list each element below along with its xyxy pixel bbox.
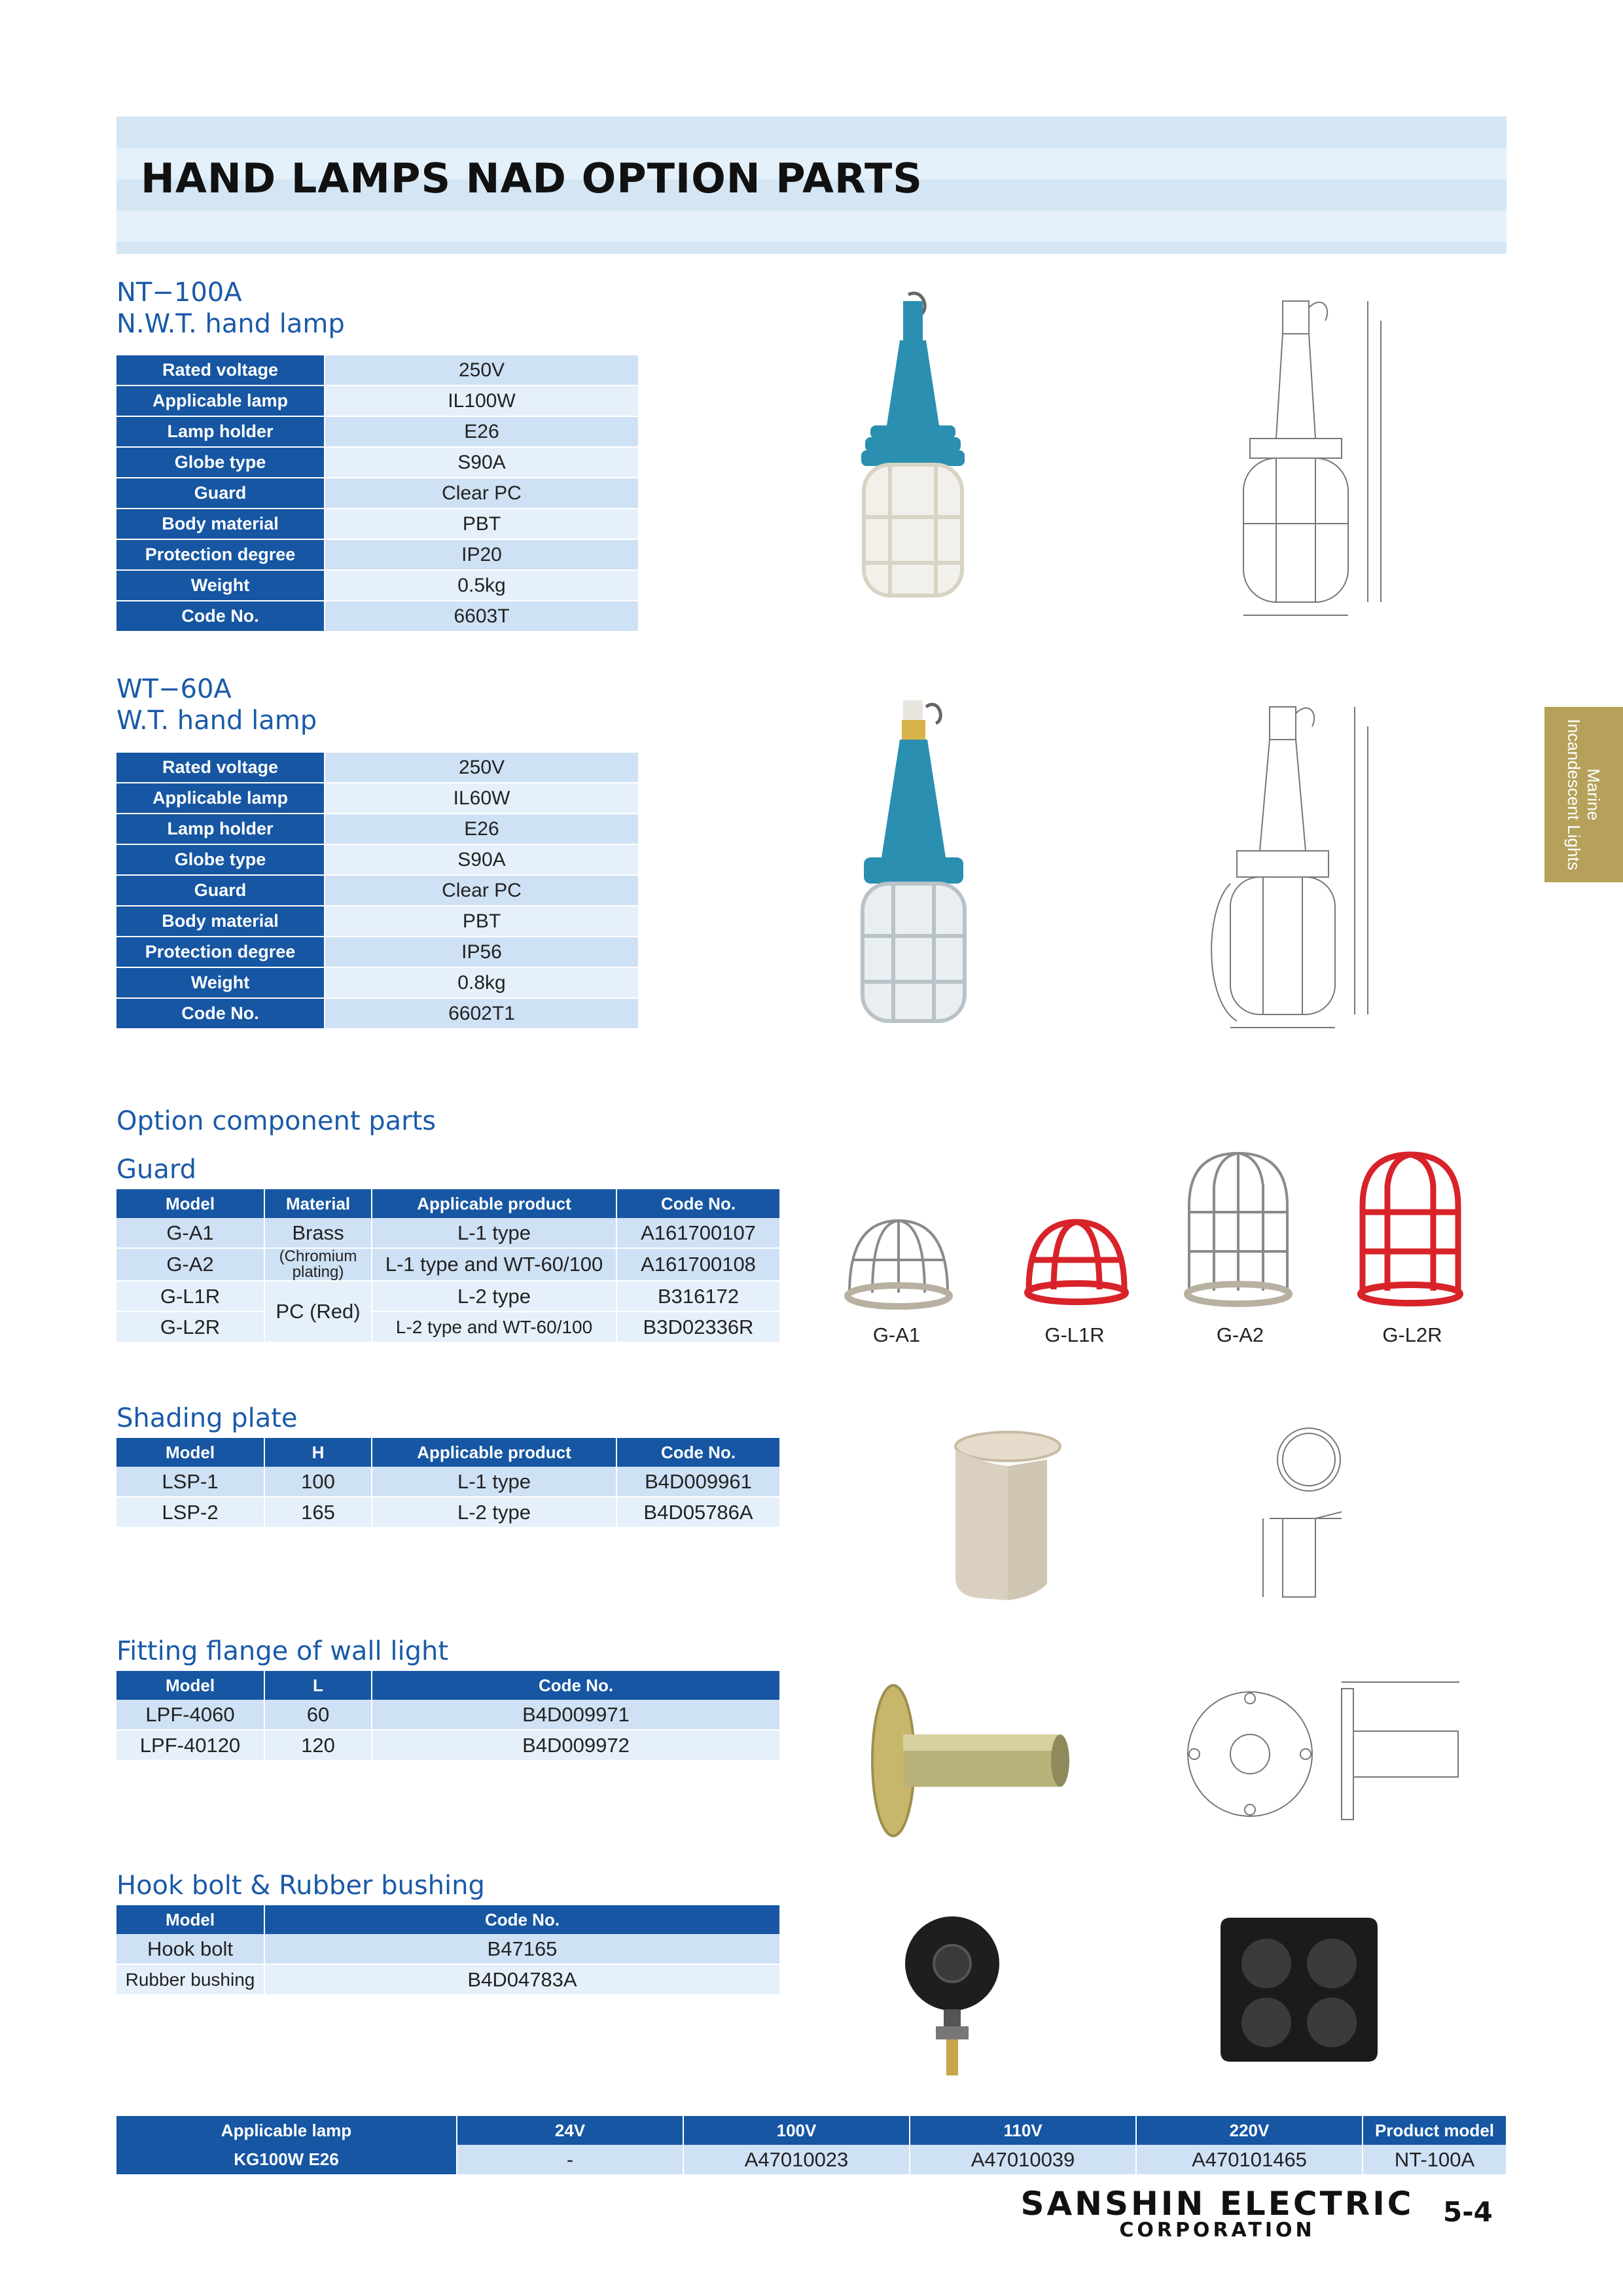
guard-model: G-A1 bbox=[116, 1218, 264, 1248]
table-row bbox=[116, 1312, 780, 1342]
table-row bbox=[116, 1730, 780, 1761]
hook-code: B47165 bbox=[264, 1934, 780, 1964]
guard-label-g-a1: G-A1 bbox=[872, 1323, 921, 1346]
spec-row bbox=[116, 478, 639, 509]
brand-sub: CORPORATION bbox=[1119, 2219, 1315, 2242]
brand-name: SANSHIN ELECTRIC bbox=[1020, 2185, 1414, 2223]
spec-value: Clear PC bbox=[325, 478, 639, 509]
hook-bolt-image bbox=[897, 1911, 1008, 2081]
shading-h: 100 bbox=[264, 1467, 372, 1497]
lamp-table-header: 24V bbox=[457, 2116, 683, 2145]
side-tab-text bbox=[1564, 719, 1603, 870]
spec-label: Guard bbox=[116, 875, 325, 906]
spec-label: Applicable lamp bbox=[116, 386, 325, 416]
shading-plate-image bbox=[942, 1427, 1073, 1610]
guard-model: G-L1R bbox=[116, 1281, 264, 1312]
spec-row bbox=[116, 814, 639, 844]
spec-row bbox=[116, 875, 639, 906]
lamp1-drawing bbox=[1217, 281, 1400, 628]
spec-value: 250V bbox=[325, 355, 639, 386]
flange-model: LPF-40120 bbox=[116, 1730, 264, 1761]
section-side-tab bbox=[1544, 707, 1623, 882]
spec-value: E26 bbox=[325, 416, 639, 447]
spec-label: Rated voltage bbox=[116, 355, 325, 386]
spec-value: 0.8kg bbox=[325, 967, 639, 998]
spec-row bbox=[116, 998, 639, 1029]
shading-title: Shading plate bbox=[116, 1403, 298, 1433]
lamp2-model: WT−60A bbox=[116, 674, 232, 704]
lamp2-name: W.T. hand lamp bbox=[116, 706, 317, 736]
guard-label-g-l1r: G-L1R bbox=[1044, 1323, 1105, 1346]
lamp-table-header: Product model bbox=[1363, 2116, 1507, 2145]
table-row bbox=[116, 1934, 780, 1964]
spec-row bbox=[116, 355, 639, 386]
spec-row bbox=[116, 447, 639, 478]
shading-product: L-1 type bbox=[372, 1467, 616, 1497]
table-row bbox=[116, 1281, 780, 1312]
guard-g-a1-image bbox=[843, 1214, 954, 1312]
spec-row bbox=[116, 783, 639, 814]
hook-title: Hook bolt & Rubber bushing bbox=[116, 1871, 485, 1901]
lamp-table-cell: NT-100A bbox=[1363, 2145, 1507, 2175]
flange-l: 60 bbox=[264, 1700, 372, 1730]
guard-material-pc: PC (Red) bbox=[264, 1281, 372, 1342]
guard-product: L-2 type and WT-60/100 bbox=[372, 1312, 616, 1342]
shading-code: B4D05786A bbox=[616, 1497, 780, 1528]
flange-header-model: Model bbox=[116, 1671, 264, 1700]
lamp1-model: NT−100A bbox=[116, 278, 242, 308]
spec-label: Weight bbox=[116, 570, 325, 601]
shading-plate-drawing bbox=[1243, 1420, 1374, 1610]
spec-label: Weight bbox=[116, 967, 325, 998]
guard-header-model: Model bbox=[116, 1189, 264, 1218]
shading-header-code: Code No. bbox=[616, 1438, 780, 1467]
spec-value: 250V bbox=[325, 753, 639, 783]
shading-code: B4D009961 bbox=[616, 1467, 780, 1497]
spec-label: Rated voltage bbox=[116, 753, 325, 783]
spec-label: Body material bbox=[116, 906, 325, 937]
spec-row bbox=[116, 753, 639, 783]
spec-label: Code No. bbox=[116, 998, 325, 1029]
lamp-table-header: Applicable lamp bbox=[116, 2116, 457, 2145]
shading-header-product: Applicable product bbox=[372, 1438, 616, 1467]
hook-code: B4D04783A bbox=[264, 1964, 780, 1995]
spec-value: PBT bbox=[325, 906, 639, 937]
guard-table bbox=[116, 1189, 781, 1343]
shading-model: LSP-2 bbox=[116, 1497, 264, 1528]
hook-header-code: Code No. bbox=[264, 1905, 780, 1934]
flange-code: B4D009972 bbox=[372, 1730, 780, 1761]
flange-drawing bbox=[1178, 1669, 1466, 1839]
lamp-table-cell: A470101465 bbox=[1136, 2145, 1363, 2175]
shading-model: LSP-1 bbox=[116, 1467, 264, 1497]
lamp-table-cell: - bbox=[457, 2145, 683, 2175]
guard-code: A161700108 bbox=[616, 1248, 780, 1281]
lamp1-photo bbox=[825, 288, 995, 628]
spec-value: IL100W bbox=[325, 386, 639, 416]
shading-header-model: Model bbox=[116, 1438, 264, 1467]
shading-product: L-2 type bbox=[372, 1497, 616, 1528]
guard-header-code: Code No. bbox=[616, 1189, 780, 1218]
spec-row bbox=[116, 906, 639, 937]
spec-label: Lamp holder bbox=[116, 814, 325, 844]
spec-row bbox=[116, 386, 639, 416]
page-title: HAND LAMPS NAD OPTION PARTS bbox=[141, 154, 923, 202]
hook-header-model: Model bbox=[116, 1905, 264, 1934]
flange-header-l: L bbox=[264, 1671, 372, 1700]
table-row bbox=[116, 2145, 1507, 2175]
spec-value: IP56 bbox=[325, 937, 639, 967]
table-row bbox=[116, 1248, 780, 1281]
spec-row bbox=[116, 570, 639, 601]
flange-table bbox=[116, 1671, 781, 1761]
shading-h: 165 bbox=[264, 1497, 372, 1528]
shading-header-h: H bbox=[264, 1438, 372, 1467]
spec-row bbox=[116, 601, 639, 632]
spec-label: Lamp holder bbox=[116, 416, 325, 447]
lamp-table-header: 110V bbox=[910, 2116, 1136, 2145]
rubber-bushing-image bbox=[1211, 1905, 1387, 2068]
spec-row bbox=[116, 967, 639, 998]
applicable-lamp-table bbox=[116, 2116, 1507, 2176]
spec-value: S90A bbox=[325, 844, 639, 875]
flange-code: B4D009971 bbox=[372, 1700, 780, 1730]
guard-title: Guard bbox=[116, 1155, 196, 1185]
guard-header-product: Applicable product bbox=[372, 1189, 616, 1218]
guard-code: B3D02336R bbox=[616, 1312, 780, 1342]
lamp2-drawing bbox=[1198, 687, 1394, 1041]
spec-row bbox=[116, 416, 639, 447]
page-number: 5-4 bbox=[1443, 2196, 1493, 2228]
spec-value: Clear PC bbox=[325, 875, 639, 906]
spec-row bbox=[116, 844, 639, 875]
guard-model: G-L2R bbox=[116, 1312, 264, 1342]
hook-model: Hook bolt bbox=[116, 1934, 264, 1964]
spec-row bbox=[116, 937, 639, 967]
flange-title: Fitting flange of wall light bbox=[116, 1636, 449, 1666]
lamp1-name: N.W.T. hand lamp bbox=[116, 309, 345, 339]
hook-model: Rubber bushing bbox=[116, 1964, 264, 1995]
lamp-table-cell: A47010039 bbox=[910, 2145, 1136, 2175]
guard-product: L-1 type bbox=[372, 1218, 616, 1248]
lamp-table-cell: KG100W E26 bbox=[116, 2145, 457, 2175]
guard-g-a2-image bbox=[1181, 1147, 1296, 1310]
lamp2-photo bbox=[831, 694, 988, 1034]
lamp1-spec-table bbox=[116, 355, 639, 632]
lamp2-spec-table bbox=[116, 753, 639, 1030]
shading-table bbox=[116, 1438, 781, 1528]
guard-code: B316172 bbox=[616, 1281, 780, 1312]
guard-label-g-l2r: G-L2R bbox=[1382, 1323, 1442, 1346]
spec-row bbox=[116, 539, 639, 570]
guard-g-l1r-image bbox=[1021, 1214, 1132, 1312]
table-row bbox=[116, 1700, 780, 1730]
guard-material-brass: Brass bbox=[264, 1218, 372, 1248]
flange-header-code: Code No. bbox=[372, 1671, 780, 1700]
spec-label: Code No. bbox=[116, 601, 325, 632]
table-row bbox=[116, 1964, 780, 1995]
guard-label-g-a2: G-A2 bbox=[1216, 1323, 1264, 1346]
spec-label: Guard bbox=[116, 478, 325, 509]
spec-label: Protection degree bbox=[116, 937, 325, 967]
spec-value: IP20 bbox=[325, 539, 639, 570]
hook-table bbox=[116, 1905, 781, 1996]
spec-label: Body material bbox=[116, 509, 325, 539]
spec-value: 6602T1 bbox=[325, 998, 639, 1029]
guard-product: L-1 type and WT-60/100 bbox=[372, 1248, 616, 1281]
side-tab-line2: Incandescent Lights bbox=[1564, 719, 1584, 870]
guard-code: A161700107 bbox=[616, 1218, 780, 1248]
lamp-table-header: 100V bbox=[683, 2116, 910, 2145]
spec-value: E26 bbox=[325, 814, 639, 844]
flange-model: LPF-4060 bbox=[116, 1700, 264, 1730]
guard-model: G-A2 bbox=[116, 1248, 264, 1281]
spec-value: 0.5kg bbox=[325, 570, 639, 601]
flange-image bbox=[864, 1676, 1080, 1846]
side-tab-line1: Marine bbox=[1584, 768, 1603, 821]
spec-value: PBT bbox=[325, 509, 639, 539]
spec-value: 6603T bbox=[325, 601, 639, 632]
lamp-table-header: 220V bbox=[1136, 2116, 1363, 2145]
table-row bbox=[116, 1218, 780, 1248]
spec-label: Protection degree bbox=[116, 539, 325, 570]
table-row bbox=[116, 1497, 780, 1528]
guard-g-l2r-image bbox=[1353, 1147, 1468, 1310]
table-row bbox=[116, 1467, 780, 1497]
spec-label: Globe type bbox=[116, 447, 325, 478]
spec-row bbox=[116, 509, 639, 539]
guard-product: L-2 type bbox=[372, 1281, 616, 1312]
spec-label: Applicable lamp bbox=[116, 783, 325, 814]
guard-material-note: (Chromium plating) bbox=[264, 1248, 372, 1281]
spec-value: S90A bbox=[325, 447, 639, 478]
flange-l: 120 bbox=[264, 1730, 372, 1761]
guard-header-material: Material bbox=[264, 1189, 372, 1218]
lamp-table-cell: A47010023 bbox=[683, 2145, 910, 2175]
spec-label: Globe type bbox=[116, 844, 325, 875]
spec-value: IL60W bbox=[325, 783, 639, 814]
options-title: Option component parts bbox=[116, 1106, 437, 1136]
